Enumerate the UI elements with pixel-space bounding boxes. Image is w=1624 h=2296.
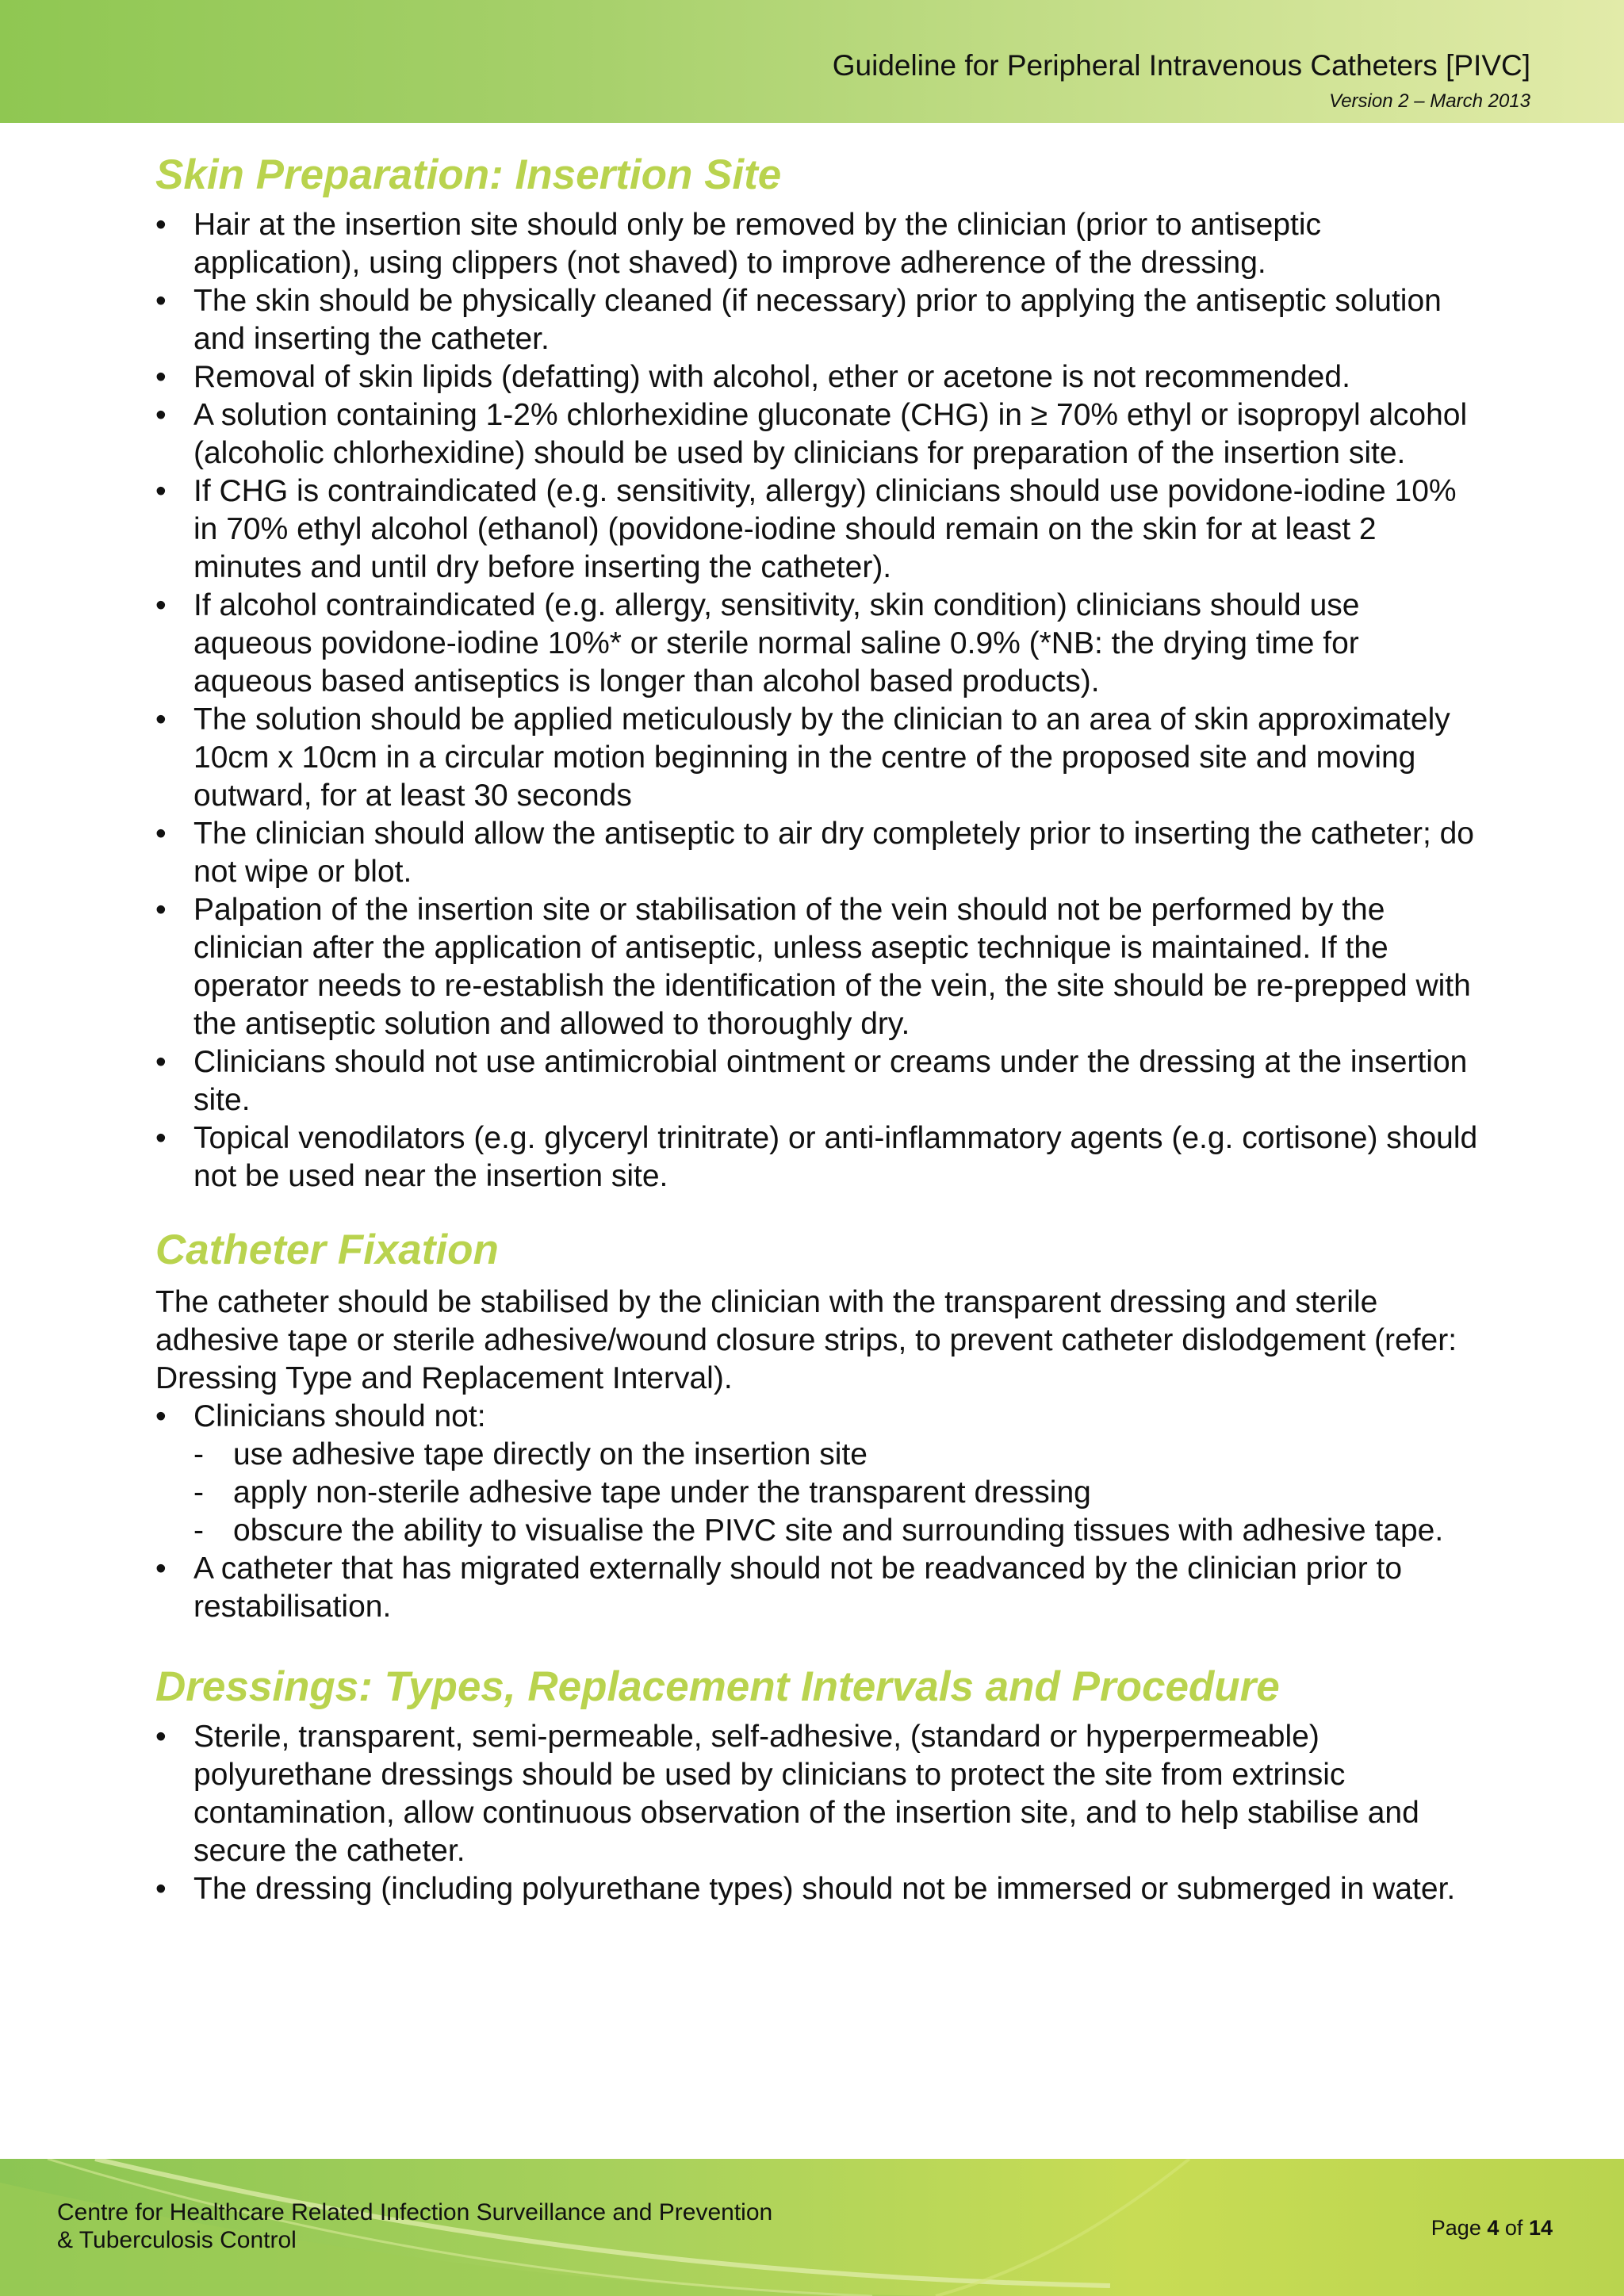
sub-list-item: - use adhesive tape directly on the insertion site: [193, 1436, 1481, 1474]
sub-list-item: - apply non-sterile adhesive tape under the transparent dressing: [193, 1474, 1481, 1512]
page-footer: [0, 2159, 1624, 2296]
section-skin-preparation: [155, 149, 1481, 1196]
paragraph: The catheter should be stabilised by the clinician with the transparent dressing and sterile adhesive tape or sterile adhesive/wound closure strips, to prevent catheter dislodgement (refer: Dressing Type and Replacement Interval).: [155, 1284, 1457, 1395]
current-page: 4: [1487, 2216, 1500, 2240]
list-item: • If alcohol contraindicated (e.g. allergy, sensitivity, skin condition) clinicians should use aqueous povidone-iodine 10%* or sterile normal saline 0.9% (*NB: the drying time for aqueous based antiseptics is longer than alcohol based products).: [155, 587, 1481, 701]
total-pages: 14: [1528, 2216, 1553, 2240]
list-item: • A solution containing 1-2% chlorhexidine gluconate (CHG) in ≥ 70% ethyl or isopropyl alcohol (alcoholic chlorhexidine) should be used by clinicians for preparation of the insertion site.: [155, 396, 1481, 473]
page-word: Page: [1431, 2216, 1481, 2240]
section-catheter-fixation: [155, 1224, 1481, 1625]
organization-line: & Tuberculosis Control: [57, 2227, 297, 2253]
document-version: Version 2 – March 2013: [1329, 90, 1530, 112]
list-item: • Removal of skin lipids (defatting) with alcohol, ether or acetone is not recommended.: [155, 358, 1481, 396]
page-header: [0, 0, 1624, 123]
list-item: • Hair at the insertion site should only be removed by the clinician (prior to antiseptic application), using clippers (not shaved) to improve adherence of the dressing.: [155, 206, 1481, 282]
list-item: • A catheter that has migrated externally should not be readvanced by the clinician prior to restabilisation.: [155, 1550, 1481, 1626]
bullet-list: [155, 206, 1481, 1196]
list-item-label: Clinicians should not:: [193, 1399, 486, 1433]
document-title: Guideline for Peripheral Intravenous Catheters [PIVC]: [832, 49, 1530, 82]
organization-line: Centre for Healthcare Related Infection Surveillance and Prevention: [57, 2199, 773, 2225]
list-item: • Palpation of the insertion site or stabilisation of the vein should not be performed by the clinician after the application of antiseptic, unless aseptic technique is maintained. If the operator needs to re-establish the identification of the vein, the site should be re-prepped with the antiseptic solution and allowed to thoroughly dry.: [155, 891, 1481, 1043]
bullet-list: [155, 1398, 1481, 1626]
list-item: • The solution should be applied meticulously by the clinician to an area of skin approximately 10cm x 10cm in a circular motion beginning in the centre of the proposed site and moving outward, for at least 30 seconds: [155, 701, 1481, 815]
section-dressings: [155, 1661, 1481, 1908]
list-item: [155, 1398, 1481, 1550]
bullet-list: [155, 1718, 1481, 1908]
list-item: • Clinicians should not use antimicrobial ointment or creams under the dressing at the insertion site.: [155, 1043, 1481, 1119]
dash-list: [193, 1436, 1481, 1550]
page-number: [1431, 2216, 1553, 2241]
page-content: [155, 149, 1481, 1908]
of-word: of: [1504, 2216, 1523, 2240]
section-heading: Catheter Fixation: [155, 1226, 499, 1274]
list-item: • Topical venodilators (e.g. glyceryl trinitrate) or anti-inflammatory agents (e.g. cortisone) should not be used near the insertion site.: [155, 1119, 1481, 1196]
section-heading: Dressings: Types, Replacement Intervals and Procedure: [155, 1663, 1280, 1710]
section-heading: Skin Preparation: Insertion Site: [155, 151, 782, 198]
list-item: • The skin should be physically cleaned (if necessary) prior to applying the antiseptic solution and inserting the catheter.: [155, 282, 1481, 358]
list-item: • The clinician should allow the antiseptic to air dry completely prior to inserting the catheter; do not wipe or blot.: [155, 815, 1481, 891]
list-item: • Sterile, transparent, semi-permeable, self-adhesive, (standard or hyperpermeable) polyurethane dressings should be used by clinicians to protect the site from extrinsic contamination, allow continuous observation of the insertion site, and to help stabilise and secure the catheter.: [155, 1718, 1481, 1870]
list-item: • The dressing (including polyurethane types) should not be immersed or submerged in water.: [155, 1870, 1481, 1908]
organization-name: [57, 2198, 772, 2254]
sub-list-item: - obscure the ability to visualise the PIVC site and surrounding tissues with adhesive tape.: [193, 1512, 1481, 1550]
list-item: • If CHG is contraindicated (e.g. sensitivity, allergy) clinicians should use povidone-iodine 10% in 70% ethyl alcohol (ethanol) (povidone-iodine should remain on the skin for at least 2 minutes and until dry before inserting the catheter).: [155, 473, 1481, 587]
